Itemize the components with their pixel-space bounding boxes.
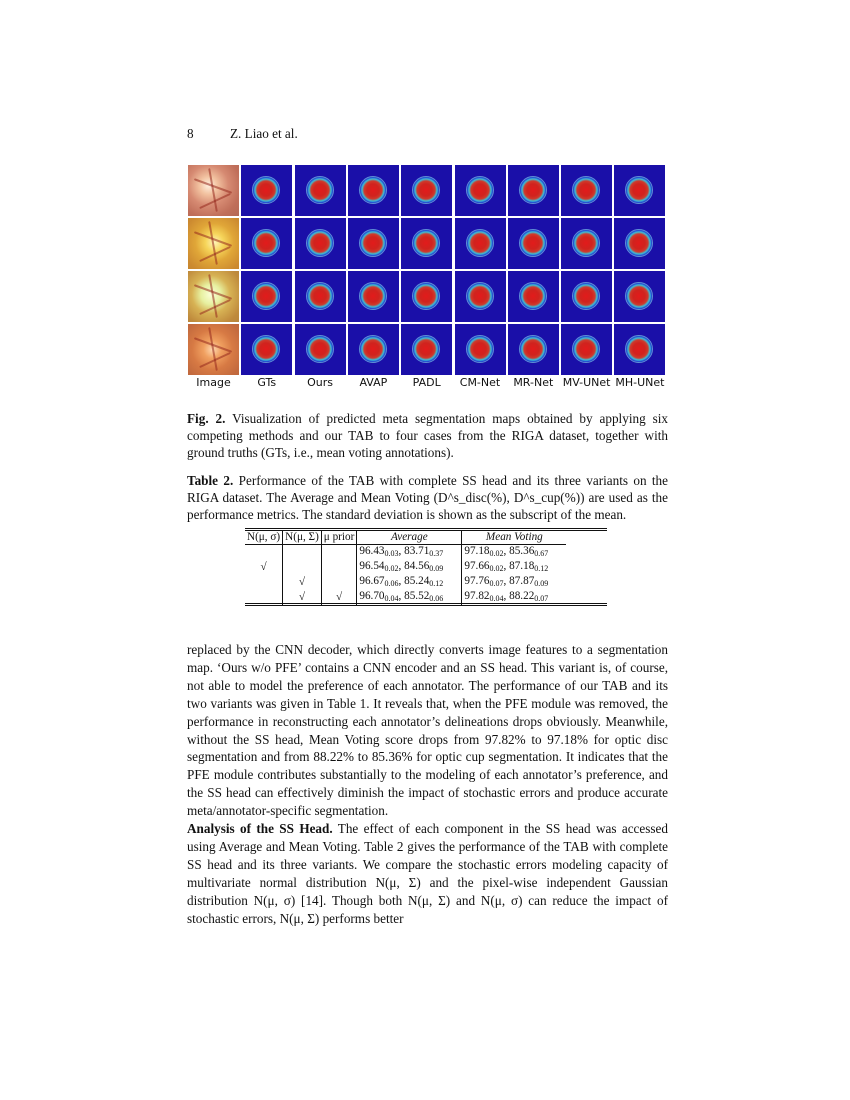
table-caption-label: Table 2. [187, 473, 234, 488]
segmentation-map [614, 271, 665, 322]
column-label: PADL [412, 376, 441, 389]
segmentation-map [561, 165, 612, 216]
segmentation-map [455, 324, 506, 375]
fundus-image [188, 218, 239, 269]
check-cell: √ [283, 590, 322, 605]
segmentation-map [295, 218, 346, 269]
ablation-table [245, 531, 566, 605]
optic-disc-cup-map [572, 335, 600, 363]
running-header [187, 126, 298, 142]
average-cell: $96.43_{0.03}$, $83.71_{0.37}$ [357, 545, 462, 561]
segmentation-map [401, 165, 452, 216]
segmentation-map [508, 324, 559, 375]
segmentation-map [241, 218, 292, 269]
header-mu-prior: μ prior [321, 531, 357, 545]
optic-disc-cup-map [306, 176, 334, 204]
header-n-mu-sigma: N(μ, σ) [245, 531, 283, 545]
segmentation-map [348, 165, 399, 216]
mean-voting-cell: $97.66_{0.02}$, $87.18_{0.12}$ [464, 560, 549, 573]
segmentation-map [614, 218, 665, 269]
segmentation-map [348, 271, 399, 322]
segmentation-map [455, 165, 506, 216]
segmentation-map [401, 324, 452, 375]
check-cell [321, 575, 357, 590]
paragraph-2-text: The effect of each component in the SS head was accessed using Average and Mean Voting. Table 2 gives the performance of the TAB with complete SS head and its three variants. We compare the stochastic errors modeling capacity of multivariate normal distribution N(μ, Σ) and the pixel-wise independent Gaussian distribution N(μ, σ) [14]. Though both N(μ, Σ) and N(μ, σ) can reduce the impact of stochastic errors, N(μ, Σ) performs better [187, 821, 668, 926]
mean-voting-cell: $97.18_{0.02}$, $85.36_{0.67}$ [464, 545, 549, 558]
figure-grid [188, 165, 667, 375]
optic-disc-cup-map [519, 282, 547, 310]
segmentation-map [295, 324, 346, 375]
table-bottom-rule [245, 603, 607, 604]
column-label: MV-UNet [562, 376, 611, 389]
check-cell [283, 545, 322, 561]
paragraph-1: replaced by the CNN decoder, which directly converts image features to a segmentation map. ‘Ours w/o PFE’ contains a CNN encoder and an SS head. This variant is, of course, not able to model the preference of each annotator. The performance of our TAB and its two variants was given in Table 1. It reveals that, when the PFE module was removed, the performance in reconstructing each annotator’s delineations drops obviously. Meanwhile, without the SS head, Mean Voting score drops from 97.82% to 97.18% for optic disc segmentation and from 88.22% to 85.36% for optic cup segmentation. It indicates that the PFE module contributes substantially to the modeling of each annotator’s preference, and the SS head can effectively diminish the impact of stochastic errors and produce accurate meta/annotator-specific segmentation. [187, 642, 668, 819]
running-title: Z. Liao et al. [230, 126, 298, 141]
page-number: 8 [187, 126, 194, 141]
table-row [245, 545, 566, 561]
fundus-image [188, 271, 239, 322]
vessel-stroke [208, 274, 218, 318]
segmentation-map [455, 218, 506, 269]
paragraph-2 [187, 820, 668, 927]
segmentation-map [508, 271, 559, 322]
figure-caption [187, 410, 668, 461]
segmentation-map [241, 271, 292, 322]
section-heading: Analysis of the SS Head. [187, 821, 333, 837]
segmentation-map [348, 218, 399, 269]
optic-disc-cup-map [359, 282, 387, 310]
optic-disc-cup-map [466, 229, 494, 257]
check-cell [245, 575, 283, 590]
optic-disc-cup-map [519, 335, 547, 363]
table-caption-text: Performance of the TAB with complete SS head and its three variants on the RIGA dataset. The Average and Mean Voting (D^s_disc(%), D^s_cup(%)) are used as the performance metrics. The standard deviation is shown as the subscript of the mean. [187, 473, 669, 522]
column-label: Image [196, 376, 231, 389]
optic-disc-cup-map [412, 229, 440, 257]
segmentation-map [508, 165, 559, 216]
check-cell [321, 545, 357, 561]
table-caption [187, 472, 668, 523]
check-cell: √ [245, 560, 283, 575]
optic-disc-cup-map [625, 335, 653, 363]
optic-disc-cup-map [625, 229, 653, 257]
segmentation-map [348, 324, 399, 375]
header-mean-voting: Mean Voting [462, 531, 567, 545]
table-row [245, 560, 566, 575]
average-cell: $96.67_{0.06}$, $85.24_{0.12}$ [357, 575, 462, 590]
fundus-image [188, 324, 239, 375]
optic-disc-cup-map [572, 229, 600, 257]
optic-disc-cup-map [359, 229, 387, 257]
optic-disc-cup-map [306, 335, 334, 363]
figure-caption-label: Fig. 2. [187, 411, 226, 426]
segmentation-map [561, 324, 612, 375]
optic-disc-cup-map [252, 176, 280, 204]
optic-disc-cup-map [625, 176, 653, 204]
segmentation-map [241, 165, 292, 216]
check-cell [321, 560, 357, 575]
column-label: AVAP [359, 376, 388, 389]
optic-disc-cup-map [306, 229, 334, 257]
optic-disc-cup-map [466, 176, 494, 204]
header-n-mu-Sigma: N(μ, Σ) [283, 531, 322, 545]
check-cell [245, 545, 283, 561]
segmentation-map [455, 271, 506, 322]
vessel-stroke [208, 327, 218, 371]
segmentation-map [561, 271, 612, 322]
optic-disc-cup-map [625, 282, 653, 310]
mean-voting-cell: $97.76_{0.07}$, $87.87_{0.09}$ [464, 575, 549, 588]
vessel-stroke [208, 221, 218, 265]
table-bottom-rule-2 [245, 605, 607, 606]
header-average: Average [357, 531, 462, 545]
optic-disc-cup-map [466, 335, 494, 363]
fundus-image [188, 165, 239, 216]
column-label: MH-UNet [615, 376, 665, 389]
segmentation-map [241, 324, 292, 375]
optic-disc-cup-map [359, 176, 387, 204]
column-label: Ours [307, 376, 334, 389]
segmentation-map [401, 271, 452, 322]
optic-disc-cup-map [359, 335, 387, 363]
mean-voting-cell: $97.82_{0.04}$, $88.22_{0.07}$ [464, 590, 549, 603]
table-top-rule [245, 528, 607, 529]
optic-disc-cup-map [519, 176, 547, 204]
check-cell [283, 560, 322, 575]
optic-disc-cup-map [412, 335, 440, 363]
figure-caption-text: Visualization of predicted meta segmentation maps obtained by applying six competing methods and our TAB to four cases from the RIGA dataset, together with ground truths (GTs, i.e., mean voting annotations). [187, 411, 668, 460]
optic-disc-cup-map [412, 176, 440, 204]
optic-disc-cup-map [412, 282, 440, 310]
segmentation-map [508, 218, 559, 269]
figure-column-labels [188, 376, 668, 392]
segmentation-map [614, 165, 665, 216]
average-cell: $96.54_{0.02}$, $84.56_{0.09}$ [357, 560, 462, 575]
average-cell: $96.70_{0.04}$, $85.52_{0.06}$ [357, 590, 462, 605]
column-label: GTs [257, 376, 277, 389]
optic-disc-cup-map [519, 229, 547, 257]
table-row [245, 575, 566, 590]
body-text [187, 641, 668, 928]
vessel-stroke [208, 168, 218, 212]
optic-disc-cup-map [306, 282, 334, 310]
segmentation-map [401, 218, 452, 269]
segmentation-map [295, 271, 346, 322]
column-label: MR-Net [513, 376, 554, 389]
optic-disc-cup-map [572, 282, 600, 310]
table-header-row [245, 531, 566, 545]
segmentation-map [295, 165, 346, 216]
optic-disc-cup-map [466, 282, 494, 310]
segmentation-map [561, 218, 612, 269]
segmentation-map [614, 324, 665, 375]
check-cell: √ [283, 575, 322, 590]
optic-disc-cup-map [252, 229, 280, 257]
column-label: CM-Net [459, 376, 501, 389]
optic-disc-cup-map [572, 176, 600, 204]
optic-disc-cup-map [252, 282, 280, 310]
optic-disc-cup-map [252, 335, 280, 363]
check-cell: √ [321, 590, 357, 605]
